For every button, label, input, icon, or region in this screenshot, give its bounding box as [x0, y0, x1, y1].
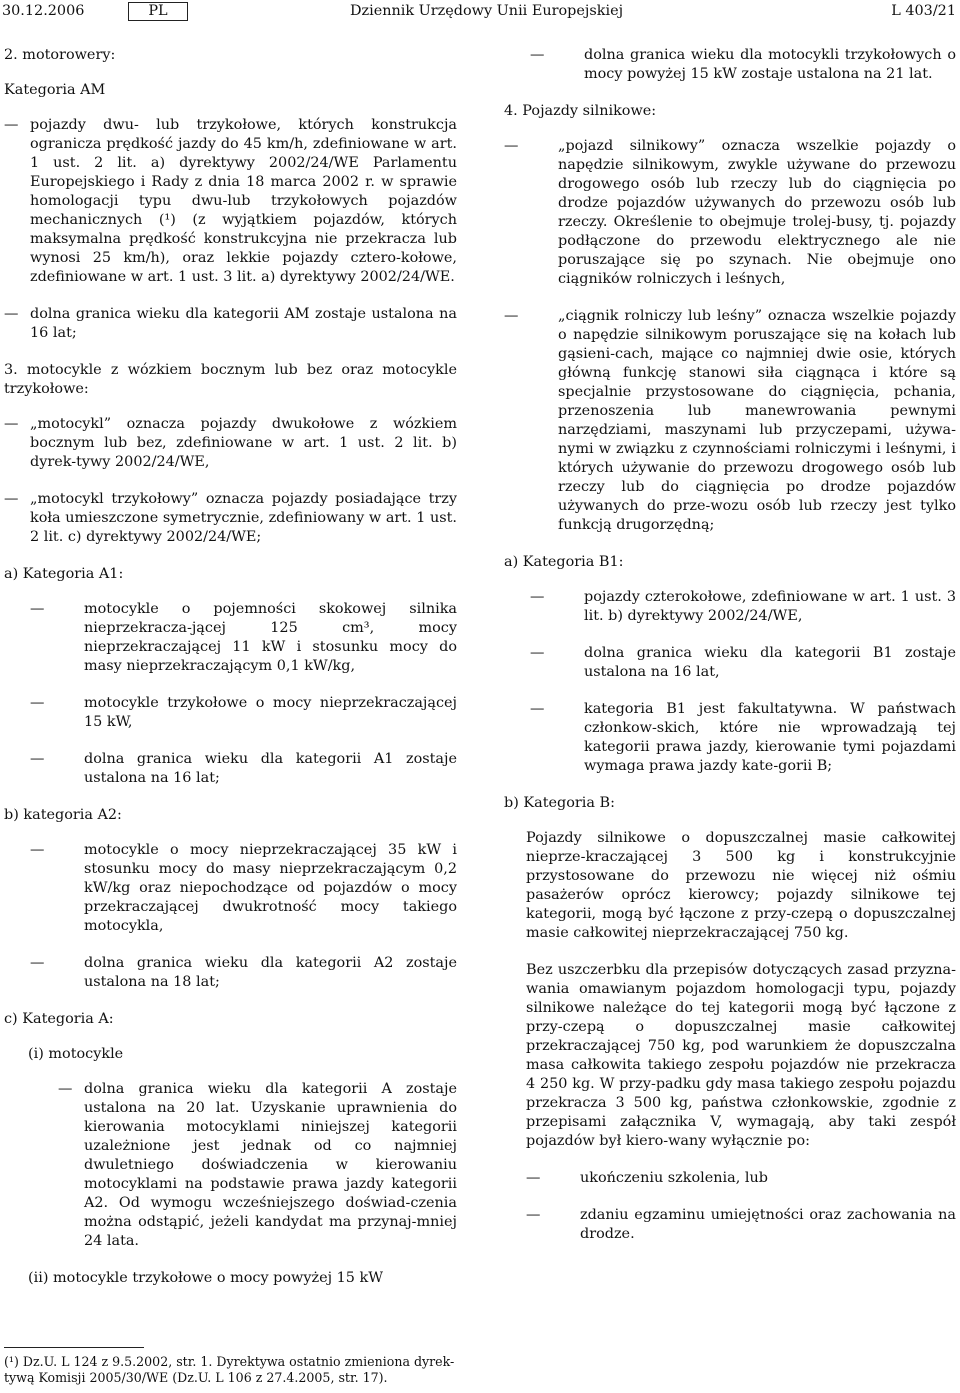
footnote-rule — [4, 1347, 144, 1348]
page-header — [0, 2, 958, 24]
tractor-definition: — „ciągnik rolniczy lub leśny” oznacza wszelkie pojazdy o napędzie silnikowym poruszające się na kołach lub gąsieni-cach, mające co najmniej dwie osie, których główną funkcję stanowi siła ciągnąca i które są specjalnie przystosowane do ciągnięcia, pchania, przenoszenia lub manewrowania pewnymi narzędziami, maszynami lub przyczepami, używa-nymi w związku z czynnościami rolniczymi i leśnymi, i których używanie do przewozu drogowego osób lub rzeczy lub do ciągnięcia po drodze pojazdów używanych do prze-wozu osób lub rzeczy jest tylko funkcją drugorzędną; — [504, 307, 956, 535]
item-2-heading: 2. motorowery: — [4, 47, 116, 63]
motor-vehicle-definition: — „pojazd silnikowy” oznacza wszelkie pojazdy o napędzie silnikowym, zwykle używane do przewozu drogowego osób lub rzeczy lub do ciągnięcia po drodze pojazdów używanych do przewozu osób lub rzeczy. Określenie to obejmuje trolej-busy, tj. pojazdy podłączone do przewodu elektrycznego ale nie poruszające się po szynach. Nie obejmuje ono ciągników rolniczych i leśnych, — [504, 137, 956, 289]
a2-age-limit: — dolna granica wieku dla kategorii A2 zostaje ustalona na 18 lat; — [30, 954, 457, 992]
category-am-heading: Kategoria AM — [4, 82, 106, 98]
a1-engine-limits: — motocykle o pojemności skokowej silnika nieprzekracza-jącej 125 cm³, mocy nieprzekraczającej 11 kW i stosunku mocy do masy nieprzekraczającym 0,1 kW/kg, — [30, 600, 457, 676]
a1-age-limit: — dolna granica wieku dla kategorii A1 zostaje ustalona na 16 lat; — [30, 750, 457, 788]
b1-age-limit: — dolna granica wieku dla kategorii B1 zostaje ustalona na 16 lat, — [530, 644, 956, 682]
b-exam: — zdaniu egzaminu umiejętności oraz zachowania na drodze. — [526, 1206, 956, 1244]
b1-vehicles: — pojazdy czterokołowe, zdefiniowane w art. 1 ust. 3 lit. b) dyrektywy 2002/24/WE, — [530, 588, 956, 626]
am-definition: — pojazdy dwu- lub trzykołowe, których konstrukcja ogranicza prędkość jazdy do 45 km/h, zdefiniowane w art. 1 ust. 2 lit. a) dyrektywy 2002/24/WE Parlamentu Europejskiego i Rady z dnia 18 marca 2002 r. w sprawie homologacji typu dwu-lub trzykołowych pojazdów mechanicznych (¹) (z wyjątkiem pojazdów, których maksymalna prędkość konstrukcyjna nie przekracza lub wynosi 25 km/h), oraz lekkie pojazdy cztero-kołowe, zdefiniowane w art. 1 ust. 3 lit. a) dyrektywy 2002/24/WE. — [4, 116, 457, 287]
item-3-heading: 3. motocykle z wózkiem bocznym lub bez oraz motocykle trzykołowe: — [4, 362, 457, 397]
a1-tricycles: — motocykle trzykołowe o mocy nieprzekraczającej 15 kW, — [30, 694, 457, 732]
motorcycle-definition: — „motocykl” oznacza pojazdy dwukołowe z wózkiem bocznym lub bez, zdefiniowane w art. 1 ust. 2 lit. b) dyrek-tywy 2002/24/WE, — [4, 415, 457, 472]
b-training: — ukończeniu szkolenia, lub — [526, 1169, 956, 1188]
footnote: (¹) Dz.U. L 124 z 9.5.2002, str. 1. Dyrektywa ostatnio zmieniona dyrek-tywą Komisji 2005/30/WE (Dz.U. L 106 z 27.4.2005, str. 17). — [4, 1354, 455, 1385]
category-a-heading: c) Kategoria A: — [4, 1011, 114, 1027]
b-trailer-rules: Bez uszczerbku dla przepisów dotyczących zasad przyzna-wania omawianym pojazdom homologacji typu, pojazdy silnikowe należące do tej kategorii mogą być łączone z przy-czepą o dopuszczalnej masie całkowitej przekraczającej 750 kg, pod warunkiem że dopuszczalna masa całkowita takiego zespołu pojazdów nie przekracza 4 250 kg. W przy-padku gdy masa takiego zespołu pojazdu przekracza 3 500 kg, państwa członkowskie, zgodnie z przepisami załącznika V, wymagają, aby taki zespół pojazdów był kiero-wany wyłącznie po: — [526, 962, 956, 1149]
language-code: PL — [128, 2, 188, 21]
category-a2-heading: b) kategoria A2: — [4, 807, 122, 823]
left-column — [4, 46, 457, 1304]
category-a-tricycles: (ii) motocykle trzykołowe o mocy powyżej 15 kW — [28, 1270, 384, 1286]
tricycle-age-limit: — dolna granica wieku dla motocykli trzykołowych o mocy powyżej 15 kW zostaje ustalona na 21 lat. — [530, 46, 956, 84]
journal-title: Dziennik Urzędowy Unii Europejskiej — [350, 3, 624, 19]
publication-date: 30.12.2006 — [2, 3, 85, 19]
category-a1-heading: a) Kategoria A1: — [4, 566, 124, 582]
am-age-limit: — dolna granica wieku dla kategorii AM zostaje ustalona na 16 lat; — [4, 305, 457, 343]
category-b1-heading: a) Kategoria B1: — [504, 554, 624, 570]
b1-optional: — kategoria B1 jest fakultatywna. W państwach członkow-skich, które nie wprowadzają tej kategorii prawa jazdy, kierowanie tymi pojazdami wymaga prawa jazdy kate-gorii B; — [530, 700, 956, 776]
item-4-heading: 4. Pojazdy silnikowe: — [504, 103, 657, 119]
right-column — [504, 46, 956, 1262]
a-age-limit: — dolna granica wieku dla kategorii A zostaje ustalona na 20 lat. Uzyskanie uprawnienia do kierowania motocyklami niniejszej kategorii uzależnione jest jednak od co najmniej dwuletniego doświadczenia w kierowaniu motocyklami na podstawie prawa jazdy kategorii A2. Od wymogu wcześniejszego doświad-czenia można odstąpić, jeżeli kandydat ma przynaj-mniej 24 lata. — [58, 1080, 457, 1251]
a2-power-limits: — motocykle o mocy nieprzekraczającej 35 kW i stosunku mocy do masy nieprzekraczającym 0,2 kW/kg oraz niepochodzące od pojazdów o mocy przekraczającej dwukrotność mocy takiego motocykla, — [30, 841, 457, 936]
page-reference: L 403/21 — [891, 3, 956, 19]
tricycle-definition: — „motocykl trzykołowy” oznacza pojazdy posiadające trzy koła umieszczone symetrycznie, zdefiniowany w art. 1 ust. 2 lit. c) dyrektywy 2002/24/WE; — [4, 490, 457, 547]
category-a-motorcycles: (i) motocykle — [28, 1046, 124, 1062]
b-definition: Pojazdy silnikowe o dopuszczalnej masie całkowitej nieprze-kraczającej 3 500 kg i konstrukcyjnie przystosowane do przewozu nie więcej niż ośmiu pasażerów oprócz kierowcy; pojazdy silnikowe tej kategorii, mogą być łączone z przy-czepą o dopuszczalnej masie całkowitej nieprzekraczającej 750 kg. — [526, 830, 956, 941]
category-b-heading: b) Kategoria B: — [504, 795, 615, 811]
